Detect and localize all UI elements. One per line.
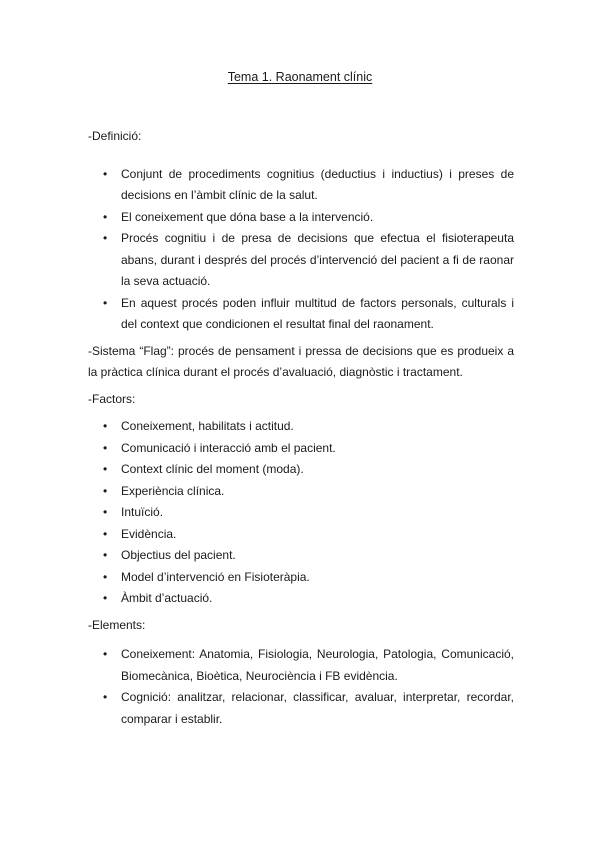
list-item-text: Procés cognitiu i de presa de decisions que efectua el fisioterapeuta abans, durant i després del procés d’intervenció del pacient a fi de raonar la seva actuació. (121, 231, 514, 288)
bullet-icon: • (103, 548, 108, 562)
list-item-text: Intuïció. (121, 505, 164, 519)
list-item (88, 687, 514, 730)
list-item-text: Àmbit d’actuació. (121, 591, 213, 605)
list-item-text: Conjunt de procediments cognitius (deductius i inductius) i preses de decisions en l’àmbit clínic de la salut. (121, 166, 514, 202)
list-item-text: Objectius del pacient. (121, 548, 236, 562)
list-item-text: Cognició: analitzar, relacionar, classificar, avaluar, interpretar, recordar, comparar i establir. (121, 690, 514, 726)
list-item (88, 207, 514, 229)
list-item-text: El coneixement que dóna base a la intervenció. (121, 209, 374, 224)
list-item (88, 293, 514, 336)
bullet-icon: • (103, 295, 108, 310)
page-title (0, 70, 600, 84)
bullet-icon: • (103, 166, 108, 181)
list-item (88, 416, 514, 438)
list-item (88, 502, 514, 524)
definicio-list (88, 164, 514, 336)
list-item-text: Coneixement, habilitats i actitud. (121, 419, 294, 433)
bullet-icon: • (103, 505, 108, 519)
list-item (88, 524, 514, 546)
bullet-icon: • (103, 440, 108, 455)
list-item-text: Context clínic del moment (moda). (121, 462, 304, 476)
list-item-text: Experiència clínica. (121, 483, 225, 498)
list-item (88, 481, 514, 503)
bullet-icon: • (103, 209, 108, 224)
page-title-text: Tema 1. Raonament clínic (227, 70, 373, 84)
section-heading-factors: -Factors: (88, 391, 136, 406)
section-heading-definicio: -Definició: (88, 129, 142, 143)
list-item (88, 438, 514, 460)
factors-list (88, 416, 514, 610)
bullet-icon: • (103, 462, 108, 476)
bullet-icon: • (103, 591, 108, 605)
list-item-text: Coneixement: Anatomia, Fisiologia, Neurologia, Patologia, Comunicació, Biomecànica, Bioètica, Neurociència i FB evidència. (121, 647, 514, 683)
list-item (88, 567, 514, 589)
list-item-text: Model d’intervenció en Fisioteràpia. (121, 569, 310, 584)
bullet-icon: • (103, 483, 108, 498)
list-item-text: Comunicació i interacció amb el pacient. (121, 440, 336, 455)
bullet-icon: • (103, 569, 108, 584)
section-heading-elements: -Elements: (88, 617, 146, 632)
list-item (88, 459, 514, 481)
bullet-icon: • (103, 526, 108, 541)
elements-list (88, 644, 514, 730)
bullet-icon: • (103, 647, 108, 661)
bullet-icon: • (103, 419, 108, 433)
bullet-icon: • (103, 690, 108, 704)
list-item (88, 164, 514, 207)
list-item-text: Evidència. (121, 526, 177, 541)
document-body (88, 126, 514, 730)
sistema-flag-paragraph: -Sistema “Flag”: procés de pensament i pressa de decisions que es produeix a la pràctica clínica durant el procés d’avaluació, diagnòstic i tractament. (88, 343, 514, 379)
list-item-text: En aquest procés poden influir multitud de factors personals, culturals i del context que condicionen el resultat final del raonament. (121, 295, 514, 331)
list-item (88, 644, 514, 687)
list-item (88, 588, 514, 610)
list-item (88, 228, 514, 293)
list-item (88, 545, 514, 567)
bullet-icon: • (103, 231, 108, 245)
